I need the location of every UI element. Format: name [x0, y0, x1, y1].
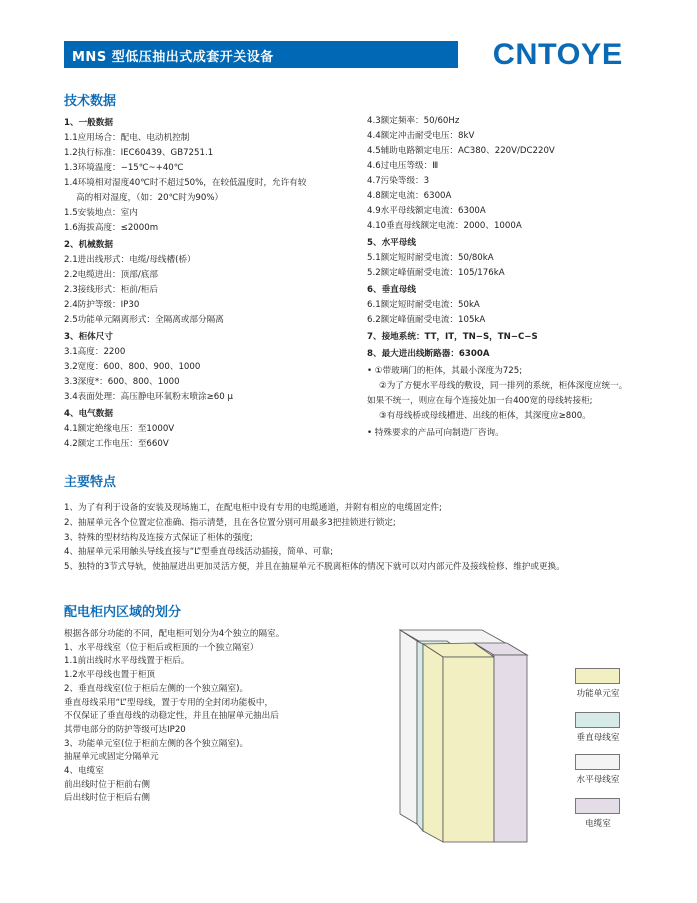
functional-unit-side	[423, 644, 443, 842]
spec-line: 6、垂直母线	[367, 285, 416, 295]
horizontal-bus-side	[400, 630, 417, 824]
document-title: MNS 型低压抽出式成套开关设备	[72, 50, 274, 65]
region-line: 根据各部分功能的不同，配电柜可划分为4个独立的隔室。	[64, 629, 285, 639]
spec-line: • ①带玻璃门的柜体，其最小深度为725;	[367, 366, 523, 376]
spec-line: 1.5安装地点：室内	[64, 208, 138, 218]
legend-swatch	[575, 668, 620, 684]
spec-line: 4.7污染等级：3	[367, 176, 430, 186]
spec-line: 5、水平母线	[367, 238, 416, 248]
spec-line: 4、电气数据	[64, 409, 113, 419]
cable-room-front	[494, 655, 527, 842]
spec-line: 2、机械数据	[64, 240, 113, 250]
spec-line: 1.2执行标准：IEC60439、GB7251.1	[64, 148, 214, 158]
spec-line: 1.6海拔高度：≤2000m	[64, 223, 159, 233]
spec-line: 4.8额定电流：6300A	[367, 191, 452, 201]
region-line: 不仅保证了垂直母线的动稳定性，并且在抽屉单元抽出后	[64, 711, 279, 722]
spec-line: 如果不统一，则应在每个连接处加一台400宽的母线转接柜;	[367, 396, 593, 406]
spec-line: 1.1应用场合：配电、电动机控制	[64, 133, 190, 143]
spec-line: 8、最大进出线断路器：6300A	[367, 349, 490, 359]
region-line: 垂直母线采用“L”型母线，置于专用的全封闭功能板中，	[64, 697, 274, 708]
region-line: 1、水平母线室（位于柜后或柜顶的一个独立隔室）	[64, 642, 259, 653]
spec-line: 1.3环境温度：−15℃~+40℃	[64, 163, 184, 173]
section-heading-features: 主要特点	[64, 475, 117, 490]
section-heading-tech: 技术数据	[64, 94, 117, 109]
region-line: 前出线时位于柜前右侧	[64, 779, 150, 790]
feature-item: 1、为了有利于设备的安装及现场施工，在配电柜中设有专用的电缆通道，并附有相应的电缆固定件;	[64, 503, 442, 513]
spec-line: 5.2额定峰值耐受电流：105/176kA	[367, 268, 505, 278]
region-line: 1.1前出线时水平母线置于柜后。	[64, 656, 190, 667]
region-line: 抽屉单元或固定分隔单元	[64, 752, 159, 763]
spec-line: 4.2额定工作电压：至660V	[64, 439, 169, 449]
feature-item: 4、抽屉单元采用触头导线直接与“L”型垂直母线活动插接，简单、可靠;	[64, 547, 334, 558]
region-line: 1.2水平母线也置于柜顶	[64, 670, 156, 681]
spec-line: 3、柜体尺寸	[64, 332, 113, 342]
spec-line: 高的相对湿度，（如：20℃时为90%）	[76, 193, 224, 203]
region-line: 后出线时位于柜后右侧	[64, 793, 150, 804]
region-line: 3、功能单元室(位于柜前左侧的各个独立隔室)。	[64, 738, 249, 749]
spec-line: 3.1高度：2200	[64, 347, 126, 357]
spec-line: 4.3额定频率：50/60Hz	[367, 116, 460, 126]
functional-unit-front	[443, 657, 494, 842]
spec-line: 6.1额定短时耐受电流：50kA	[367, 300, 480, 310]
spec-line: • 特殊要求的产品可向制造厂咨询。	[367, 428, 504, 438]
legend-swatch	[575, 712, 620, 728]
legend-label: 垂直母线室	[576, 733, 620, 743]
feature-item: 3、特殊的型材结构及连接方式保证了柜体的强度;	[64, 532, 253, 543]
legend-swatch	[575, 798, 620, 814]
spec-line: 5.1额定短时耐受电流：50/80kA	[367, 253, 494, 263]
spec-line: 4.1额定绝缘电压：至1000V	[64, 424, 175, 434]
legend-label: 电缆室	[585, 819, 611, 829]
feature-item: 2、抽屉单元各个位置定位准确、指示清楚，且在各位置分别可用最多3把挂锁进行锁定;	[64, 517, 396, 528]
section-heading-regions: 配电柜内区域的划分	[64, 605, 182, 620]
spec-line: 4.5辅助电路额定电压：AC380、220V/DC220V	[367, 146, 555, 156]
spec-line: 2.5功能单元隔离形式：全隔离或部分隔离	[64, 315, 224, 325]
spec-line: 2.3接线形式：柜前/柜后	[64, 285, 158, 295]
region-line: 2、垂直母线室(位于柜后左侧的一个独立隔室)。	[64, 683, 249, 694]
spec-line: 4.6过电压等级：Ⅲ	[367, 161, 439, 171]
spec-line: 3.2宽度：600、800、900、1000	[64, 362, 201, 372]
feature-item: 5、独特的3节式导轨，使抽屉进出更加灵活方便，并且在抽屉单元不脱离柜体的情况下就可以对内部元件及接线检修、维护或更换。	[64, 562, 565, 573]
vertical-bus-strip	[417, 641, 423, 831]
spec-line: 2.4防护等级：IP30	[64, 300, 140, 310]
spec-line: 3.4表面处理：高压静电环氧粉末喷涂≥60 μ	[64, 392, 233, 402]
spec-line: 6.2额定峰值耐受电流：105kA	[367, 315, 486, 325]
spec-line: 2.2电缆进出：顶部/底部	[64, 270, 158, 280]
spec-line: 4.10垂直母线额定电流：2000、1000A	[367, 221, 522, 231]
spec-line: ③有母线桥或母线槽进、出线的柜体，其深度应≥800。	[379, 411, 591, 421]
legend-label: 功能单元室	[576, 689, 620, 699]
spec-line: 4.9水平母线额定电流：6300A	[367, 206, 486, 216]
region-line: 其带电部分的防护等级可达IP20	[64, 724, 186, 735]
legend-swatch	[575, 754, 620, 770]
spec-line: 7、接地系统：TT，IT，TN−S，TN−C−S	[367, 332, 538, 342]
spec-line: 1、一般数据	[64, 118, 113, 128]
brand-logo: CNTOYE	[492, 38, 623, 71]
spec-line: 2.1进出线形式：电缆/母线槽(桥）	[64, 255, 196, 265]
legend-label: 水平母线室	[576, 775, 620, 785]
spec-line: 1.4环境相对湿度40℃时不超过50%，在较低温度时，允许有较	[64, 178, 307, 188]
spec-line: 3.3深度*：600、800、1000	[64, 377, 180, 387]
region-line: 4、电缆室	[64, 766, 104, 777]
spec-line: 4.4额定冲击耐受电压：8kV	[367, 131, 475, 141]
spec-line: ②为了方便水平母线的敷设，同一排列的系统，柜体深度应统一。	[379, 381, 628, 391]
